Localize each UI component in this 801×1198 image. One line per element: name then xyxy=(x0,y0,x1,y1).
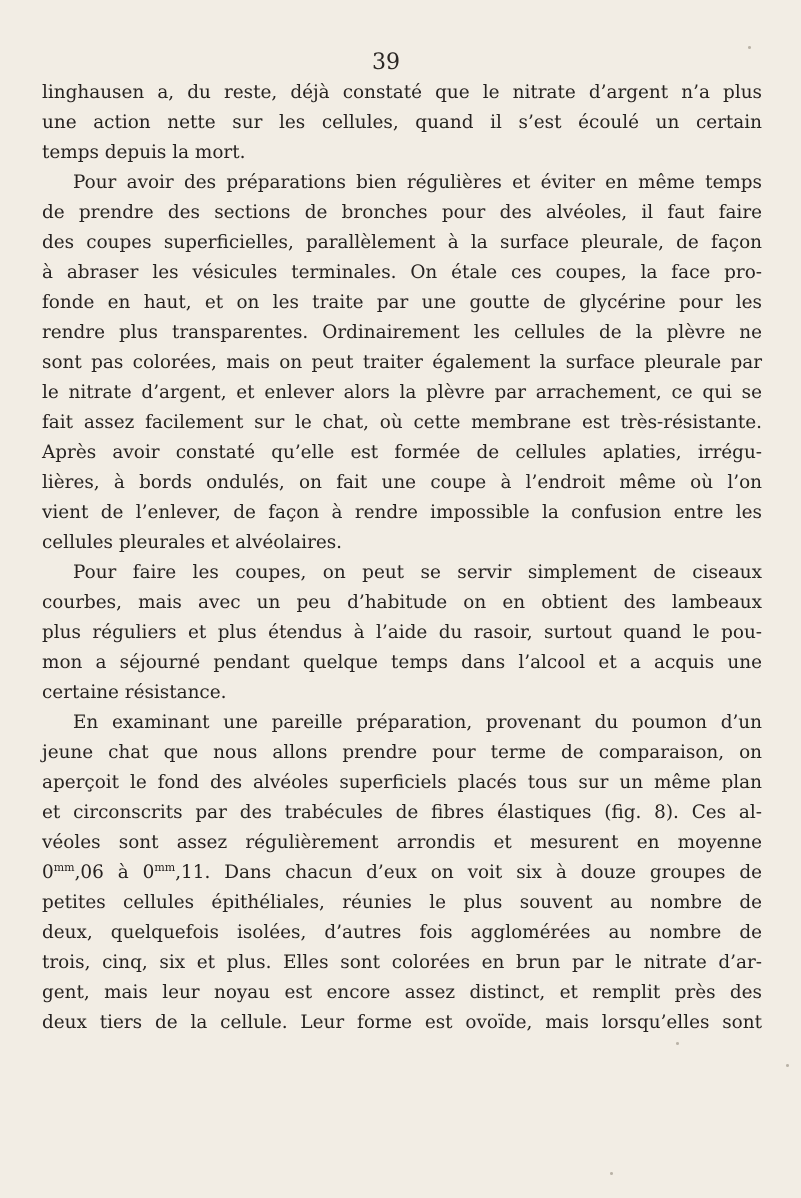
paper-speck xyxy=(610,1172,613,1175)
text-line xyxy=(0,168,801,198)
text-line xyxy=(0,528,801,558)
text-line-content: lières, à bords ondulés, on fait une coupe à l’endroit même où l’on xyxy=(42,472,762,493)
text-line xyxy=(0,228,801,258)
text-line-content: des coupes superficielles, parallèlement à la surface pleurale, de façon xyxy=(42,232,762,253)
text-line-content: gent, mais leur noyau est encore assez distinct, et remplit près des xyxy=(42,982,762,1003)
text-line-content: En examinant une pareille préparation, provenant du poumon d’un xyxy=(73,712,762,733)
text-line-content: de prendre des sections de bronches pour des alvéoles, il faut faire xyxy=(42,202,762,223)
text-line xyxy=(0,468,801,498)
text-line xyxy=(0,738,801,768)
text-line-content: mon a séjourné pendant quelque temps dans l’alcool et a acquis une xyxy=(42,652,762,673)
text-line-content: $0^{mm},06$ à $0^{mm},11$. Dans chacun d’eux on voit six à douze groupes de xyxy=(42,861,763,883)
text-line xyxy=(0,558,801,588)
text-line-content: et circonscrits par des trabécules de fibres élastiques (fig. 8). Ces al- xyxy=(42,802,762,823)
text-line-measurement xyxy=(0,858,801,888)
paper-speck xyxy=(786,1064,789,1067)
text-line xyxy=(0,258,801,288)
text-line-content: à abraser les vésicules terminales. On étale ces coupes, la face pro- xyxy=(42,262,762,283)
text-line-content: temps depuis la mort. xyxy=(42,142,246,163)
text-line-content: sont pas colorées, mais on peut traiter également la surface pleurale par xyxy=(42,352,762,373)
text-line xyxy=(0,438,801,468)
text-line xyxy=(0,78,801,108)
text-line-content: jeune chat que nous allons prendre pour terme de comparaison, on xyxy=(42,742,762,763)
text-line-content: deux tiers de la cellule. Leur forme est ovoïde, mais lorsqu’elles sont xyxy=(42,1012,762,1033)
text-line xyxy=(0,948,801,978)
text-line-content: fonde en haut, et on les traite par une goutte de glycérine pour les xyxy=(42,292,762,313)
text-line xyxy=(0,978,801,1008)
text-line xyxy=(0,648,801,678)
paper-speck xyxy=(748,46,751,49)
text-line-content: fait assez facilement sur le chat, où cette membrane est très-résistante. xyxy=(42,412,762,433)
text-line xyxy=(0,798,801,828)
text-line xyxy=(0,708,801,738)
text-line xyxy=(0,108,801,138)
text-line-content: rendre plus transparentes. Ordinairement les cellules de la plèvre ne xyxy=(42,322,762,343)
page-number: 39 xyxy=(372,50,400,75)
text-line-content: linghausen a, du reste, déjà constaté que le nitrate d’argent n’a plus xyxy=(42,82,762,103)
text-line xyxy=(0,1008,801,1038)
text-line xyxy=(0,588,801,618)
text-line-content: véoles sont assez régulièrement arrondis et mesurent en moyenne xyxy=(42,832,762,853)
text-line-content: vient de l’enlever, de façon à rendre impossible la confusion entre les xyxy=(42,502,762,523)
text-line-content: cellules pleurales et alvéolaires. xyxy=(42,532,343,553)
text-line xyxy=(0,198,801,228)
text-line xyxy=(0,318,801,348)
text-line-content: Après avoir constaté qu’elle est formée de cellules aplaties, irrégu- xyxy=(42,442,762,463)
text-line-content: une action nette sur les cellules, quand il s’est écoulé un certain xyxy=(42,112,762,133)
text-line xyxy=(0,918,801,948)
text-line-content: aperçoit le fond des alvéoles superficiels placés tous sur un même plan xyxy=(42,772,762,793)
unit-superscript: mm xyxy=(154,861,176,874)
text-line xyxy=(0,678,801,708)
text-line-content: plus réguliers et plus étendus à l’aide du rasoir, surtout quand le pou- xyxy=(42,622,762,643)
text-line xyxy=(0,348,801,378)
text-line xyxy=(0,138,801,168)
text-line-content: deux, quelquefois isolées, d’autres fois agglomérées au nombre de xyxy=(42,922,762,943)
text-line-content: courbes, mais avec un peu d’habitude on en obtient des lambeaux xyxy=(42,592,762,613)
text-line xyxy=(0,288,801,318)
text-line xyxy=(0,888,801,918)
text-line xyxy=(0,828,801,858)
text-line xyxy=(0,498,801,528)
text-line xyxy=(0,768,801,798)
text-line xyxy=(0,618,801,648)
text-line xyxy=(0,408,801,438)
unit-superscript: mm xyxy=(53,861,75,874)
text-line-content: trois, cinq, six et plus. Elles sont colorées en brun par le nitrate d’ar- xyxy=(42,952,762,973)
paper-speck xyxy=(676,1042,679,1045)
text-line-content: Pour faire les coupes, on peut se servir simplement de ciseaux xyxy=(73,562,762,583)
text-line xyxy=(0,378,801,408)
text-line-content: le nitrate d’argent, et enlever alors la plèvre par arrachement, ce qui se xyxy=(42,382,762,403)
text-line-content: certaine résistance. xyxy=(42,682,227,703)
text-line-content: Pour avoir des préparations bien régulières et éviter en même temps xyxy=(73,172,762,193)
text-line-content: petites cellules épithéliales, réunies le plus souvent au nombre de xyxy=(42,892,762,913)
